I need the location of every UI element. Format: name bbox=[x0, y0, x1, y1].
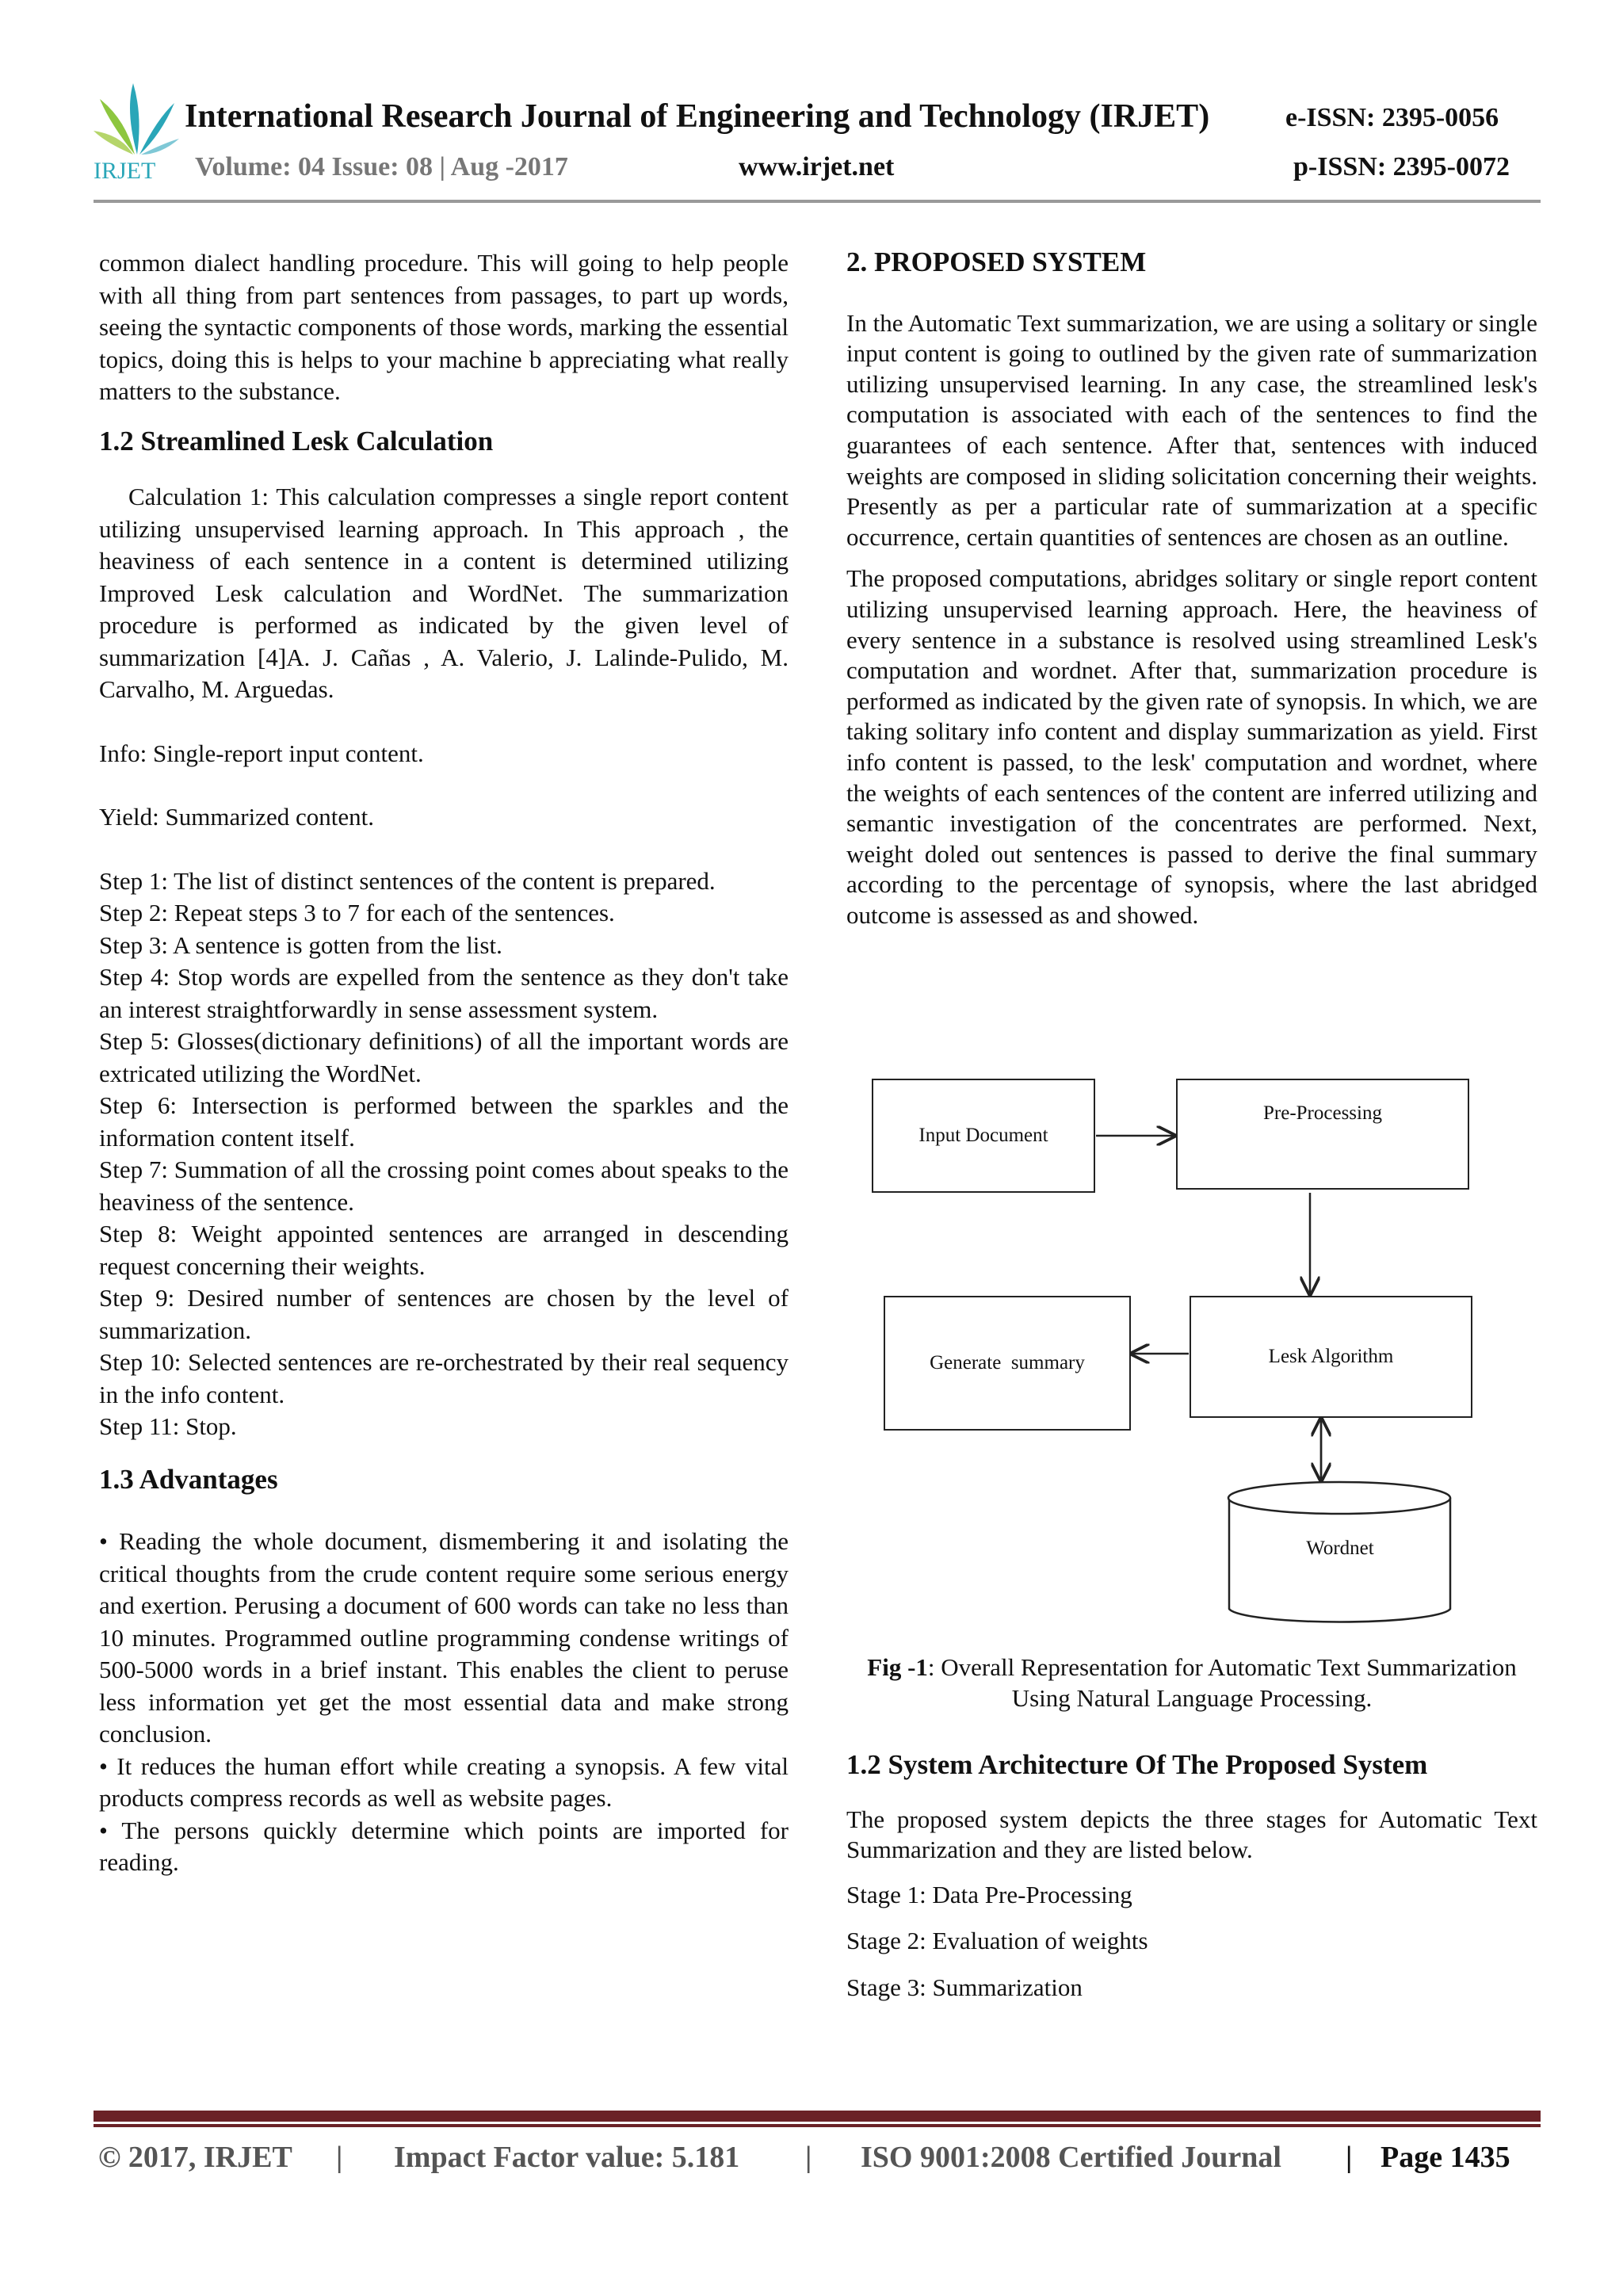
irjet-logo bbox=[94, 79, 181, 182]
step-item: Step 4: Stop words are expelled from the sentence as they don't take an interest straightforwardly in sense assessment system. bbox=[99, 963, 789, 1023]
step-item: Step 2: Repeat steps 3 to 7 for each of the sentences. bbox=[99, 899, 615, 926]
architecture-paragraph: The proposed system depicts the three stages for Automatic Text Summarization and they are listed below. bbox=[846, 1805, 1537, 1864]
footer-copyright: © 2017, IRJET bbox=[98, 2141, 292, 2174]
step-item: Step 5: Glosses(dictionary definitions) of all the important words are extricated utilizing the WordNet. bbox=[99, 1027, 789, 1087]
advantage-bullet: • The persons quickly determine which points are imported for reading. bbox=[99, 1816, 789, 1876]
stage-item: Stage 3: Summarization bbox=[846, 1973, 1083, 2001]
step-item: Step 10: Selected sentences are re-orchestrated by their real sequency in the info content. bbox=[99, 1348, 789, 1408]
intro-paragraph: common dialect handling procedure. This will going to help people with all thing from part sentences from passages, to part up words, seeing the syntactic components of those words, marking the essential topics, doing this is helps to your machine b appreciating what really matters to the substance. bbox=[99, 249, 789, 405]
step-item: Step 11: Stop. bbox=[99, 1412, 237, 1440]
footer-impact-factor: Impact Factor value: 5.181 bbox=[394, 2141, 740, 2174]
figure-caption bbox=[846, 1652, 1537, 1713]
footer-iso: ISO 9001:2008 Certified Journal bbox=[861, 2141, 1281, 2174]
right-column-bottom bbox=[846, 1750, 1537, 2004]
step-item: Step 6: Intersection is performed between the sparkles and the information content itself. bbox=[99, 1091, 789, 1152]
wordnet-label: Wordnet bbox=[1306, 1538, 1374, 1559]
step-item: Step 3: A sentence is gotten from the list. bbox=[99, 930, 502, 959]
stage-item: Stage 1: Data Pre-Processing bbox=[846, 1880, 1132, 1908]
step-item: Step 1: The list of distinct sentences of the content is prepared. bbox=[99, 866, 716, 895]
journal-title: International Research Journal of Engineering and Technology (IRJET) bbox=[185, 98, 1210, 135]
figure-caption-text: : Overall Representation for Automatic Text Summarization Using Natural Language Processing. bbox=[927, 1653, 1517, 1712]
calculation-paragraph: Calculation 1: This calculation compresses a single report content utilizing unsupervised learning approach. In This approach , the heaviness of each sentence in a content is determined utilizing Improved Lesk calculation and WordNet. The summarization procedure is performed as indicated by the given level of summarization [4]A. J. Cañas , A. Valerio, J. Lalinde-Pulido, M. Carvalho, M. Arguedas. bbox=[99, 483, 789, 703]
input-document-box: Input Document bbox=[872, 1079, 1095, 1193]
footer-rule bbox=[94, 2111, 1541, 2124]
section-heading: 2. PROPOSED SYSTEM bbox=[846, 246, 1147, 277]
flow-diagram bbox=[864, 1070, 1498, 1633]
section-heading: 1.2 Streamlined Lesk Calculation bbox=[99, 425, 494, 457]
footer-page-number: Page 1435 bbox=[1381, 2141, 1510, 2174]
section-heading: 1.2 System Architecture Of The Proposed System bbox=[846, 1749, 1428, 1780]
footer-separator: | bbox=[805, 2141, 812, 2174]
pre-processing-box: Pre-Processing bbox=[1176, 1079, 1469, 1190]
logo-leaves-icon bbox=[94, 79, 181, 159]
p-issn: p-ISSN: 2395-0072 bbox=[1293, 152, 1510, 181]
proposed-paragraph-2: The proposed computations, abridges solitary or single report content utilizing unsupervised learning approach. Here, the heaviness of every sentence in a substance is resolved using streamlined Lesk's computation and wordnet. After that, summarization procedure is performed as indicated by the given rate of synopsis. In which, we are taking solitary info content and display summarization as yield. First info content is passed, to the lesk' computation and wordnet, where the weights of each sentences of the content are inferred utilizing and semantic investigation of the concentrates are performed. Next, weight doled out sentences is passed to derive the final summary according to the percentage of synopsis, where the last abridged outcome is assessed as and showed. bbox=[846, 564, 1537, 929]
info-line: Info: Single-report input content. bbox=[99, 739, 424, 767]
footer-separator: | bbox=[336, 2141, 343, 2174]
step-item: Step 7: Summation of all the crossing point comes about speaks to the heaviness of the sentence. bbox=[99, 1156, 789, 1216]
yield-line: Yield: Summarized content. bbox=[99, 803, 374, 831]
logo-text: IRJET bbox=[94, 158, 156, 184]
generate-summary-box: Generate summary bbox=[884, 1296, 1131, 1431]
advantage-bullet: • Reading the whole document, dismembering it and isolating the critical thoughts from the crude content require some serious energy and exertion. Perusing a document of 600 words can take no less than 10 minutes. Programmed outline programming condense writings of 500-5000 words in a brief instant. This enables the client to peruse less information yet get the most essential data and make strong conclusion. bbox=[99, 1527, 789, 1748]
proposed-paragraph-1: In the Automatic Text summarization, we are using a solitary or single input content is going to outlined by the given rate of summarization utilizing unsupervised learning. In any case, the streamlined lesk's computation is associated with each of the sentences to find the guarantees of each sentence. After that, sentences with induced weights are composed in sliding solicitation concerning their weights. Presently as per a particular rate of summarization at a specific occurrence, certain quantities of sentences are chosen as an outline. bbox=[846, 308, 1537, 551]
step-item: Step 8: Weight appointed sentences are arranged in descending request concerning their weights. bbox=[99, 1220, 789, 1280]
footer-separator: | bbox=[1346, 2141, 1353, 2174]
volume-issue: Volume: 04 Issue: 08 | Aug -2017 bbox=[195, 152, 568, 181]
lesk-algorithm-box: Lesk Algorithm bbox=[1190, 1296, 1472, 1418]
website: www.irjet.net bbox=[739, 152, 895, 181]
step-item: Step 9: Desired number of sentences are chosen by the level of summarization. bbox=[99, 1284, 789, 1344]
advantage-bullet: • It reduces the human effort while creating a synopsis. A few vital products compress records as well as website pages. bbox=[99, 1752, 789, 1812]
header-divider bbox=[94, 200, 1541, 203]
stage-item: Stage 2: Evaluation of weights bbox=[846, 1927, 1148, 1955]
section-heading: 1.3 Advantages bbox=[99, 1463, 278, 1495]
right-column-top bbox=[846, 247, 1537, 930]
figure-label: Fig -1 bbox=[867, 1653, 928, 1681]
steps-list bbox=[99, 865, 789, 1443]
left-column bbox=[99, 247, 789, 1879]
e-issn: e-ISSN: 2395-0056 bbox=[1285, 103, 1499, 132]
